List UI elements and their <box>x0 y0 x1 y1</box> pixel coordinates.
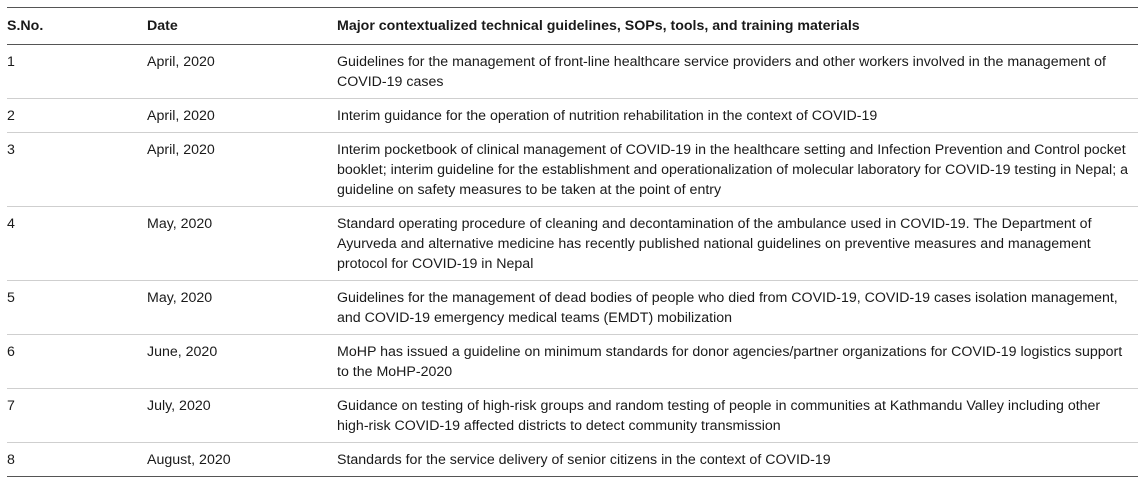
row-date: April, 2020 <box>147 133 337 207</box>
table-header-row <box>7 8 1138 45</box>
guidelines-table-container <box>7 7 1138 477</box>
table-row <box>7 335 1138 389</box>
header-date: Date <box>147 8 337 45</box>
row-description: Guidance on testing of high-risk groups and random testing of people in communities at Kathmandu Valley including other high-risk COVID-19 affected districts to detect community transmission <box>337 389 1138 443</box>
table-row <box>7 99 1138 133</box>
row-sno: 6 <box>7 335 147 389</box>
row-sno: 5 <box>7 281 147 335</box>
table-row <box>7 133 1138 207</box>
row-sno: 3 <box>7 133 147 207</box>
row-date: June, 2020 <box>147 335 337 389</box>
header-sno: S.No. <box>7 8 147 45</box>
row-description: Interim guidance for the operation of nutrition rehabilitation in the context of COVID-19 <box>337 99 1138 133</box>
row-description: Guidelines for the management of dead bodies of people who died from COVID-19, COVID-19 cases isolation management, and COVID-19 emergency medical teams (EMDT) mobilization <box>337 281 1138 335</box>
table-row <box>7 45 1138 99</box>
row-date: May, 2020 <box>147 207 337 281</box>
row-sno: 4 <box>7 207 147 281</box>
table-row <box>7 389 1138 443</box>
row-date: April, 2020 <box>147 99 337 133</box>
row-sno: 2 <box>7 99 147 133</box>
row-sno: 8 <box>7 443 147 477</box>
header-description: Major contextualized technical guidelines, SOPs, tools, and training materials <box>337 8 1138 45</box>
table-header <box>7 8 1138 45</box>
row-date: May, 2020 <box>147 281 337 335</box>
row-date: August, 2020 <box>147 443 337 477</box>
row-date: April, 2020 <box>147 45 337 99</box>
row-description: Interim pocketbook of clinical management of COVID-19 in the healthcare setting and Infection Prevention and Control pocket booklet; interim guideline for the establishment and operationalization of molecular laboratory for COVID-19 testing in Nepal; a guideline on safety measures to be taken at the point of entry <box>337 133 1138 207</box>
row-description: Guidelines for the management of front-line healthcare service providers and other workers involved in the management of COVID-19 cases <box>337 45 1138 99</box>
guidelines-table <box>7 7 1138 477</box>
row-sno: 7 <box>7 389 147 443</box>
table-row <box>7 207 1138 281</box>
table-row <box>7 281 1138 335</box>
row-date: July, 2020 <box>147 389 337 443</box>
row-description: Standard operating procedure of cleaning and decontamination of the ambulance used in COVID-19. The Department of Ayurveda and alternative medicine has recently published national guidelines on preventive measures and management protocol for COVID-19 in Nepal <box>337 207 1138 281</box>
table-body <box>7 45 1138 477</box>
row-sno: 1 <box>7 45 147 99</box>
row-description: Standards for the service delivery of senior citizens in the context of COVID-19 <box>337 443 1138 477</box>
row-description: MoHP has issued a guideline on minimum standards for donor agencies/partner organizations for COVID-19 logistics support to the MoHP-2020 <box>337 335 1138 389</box>
